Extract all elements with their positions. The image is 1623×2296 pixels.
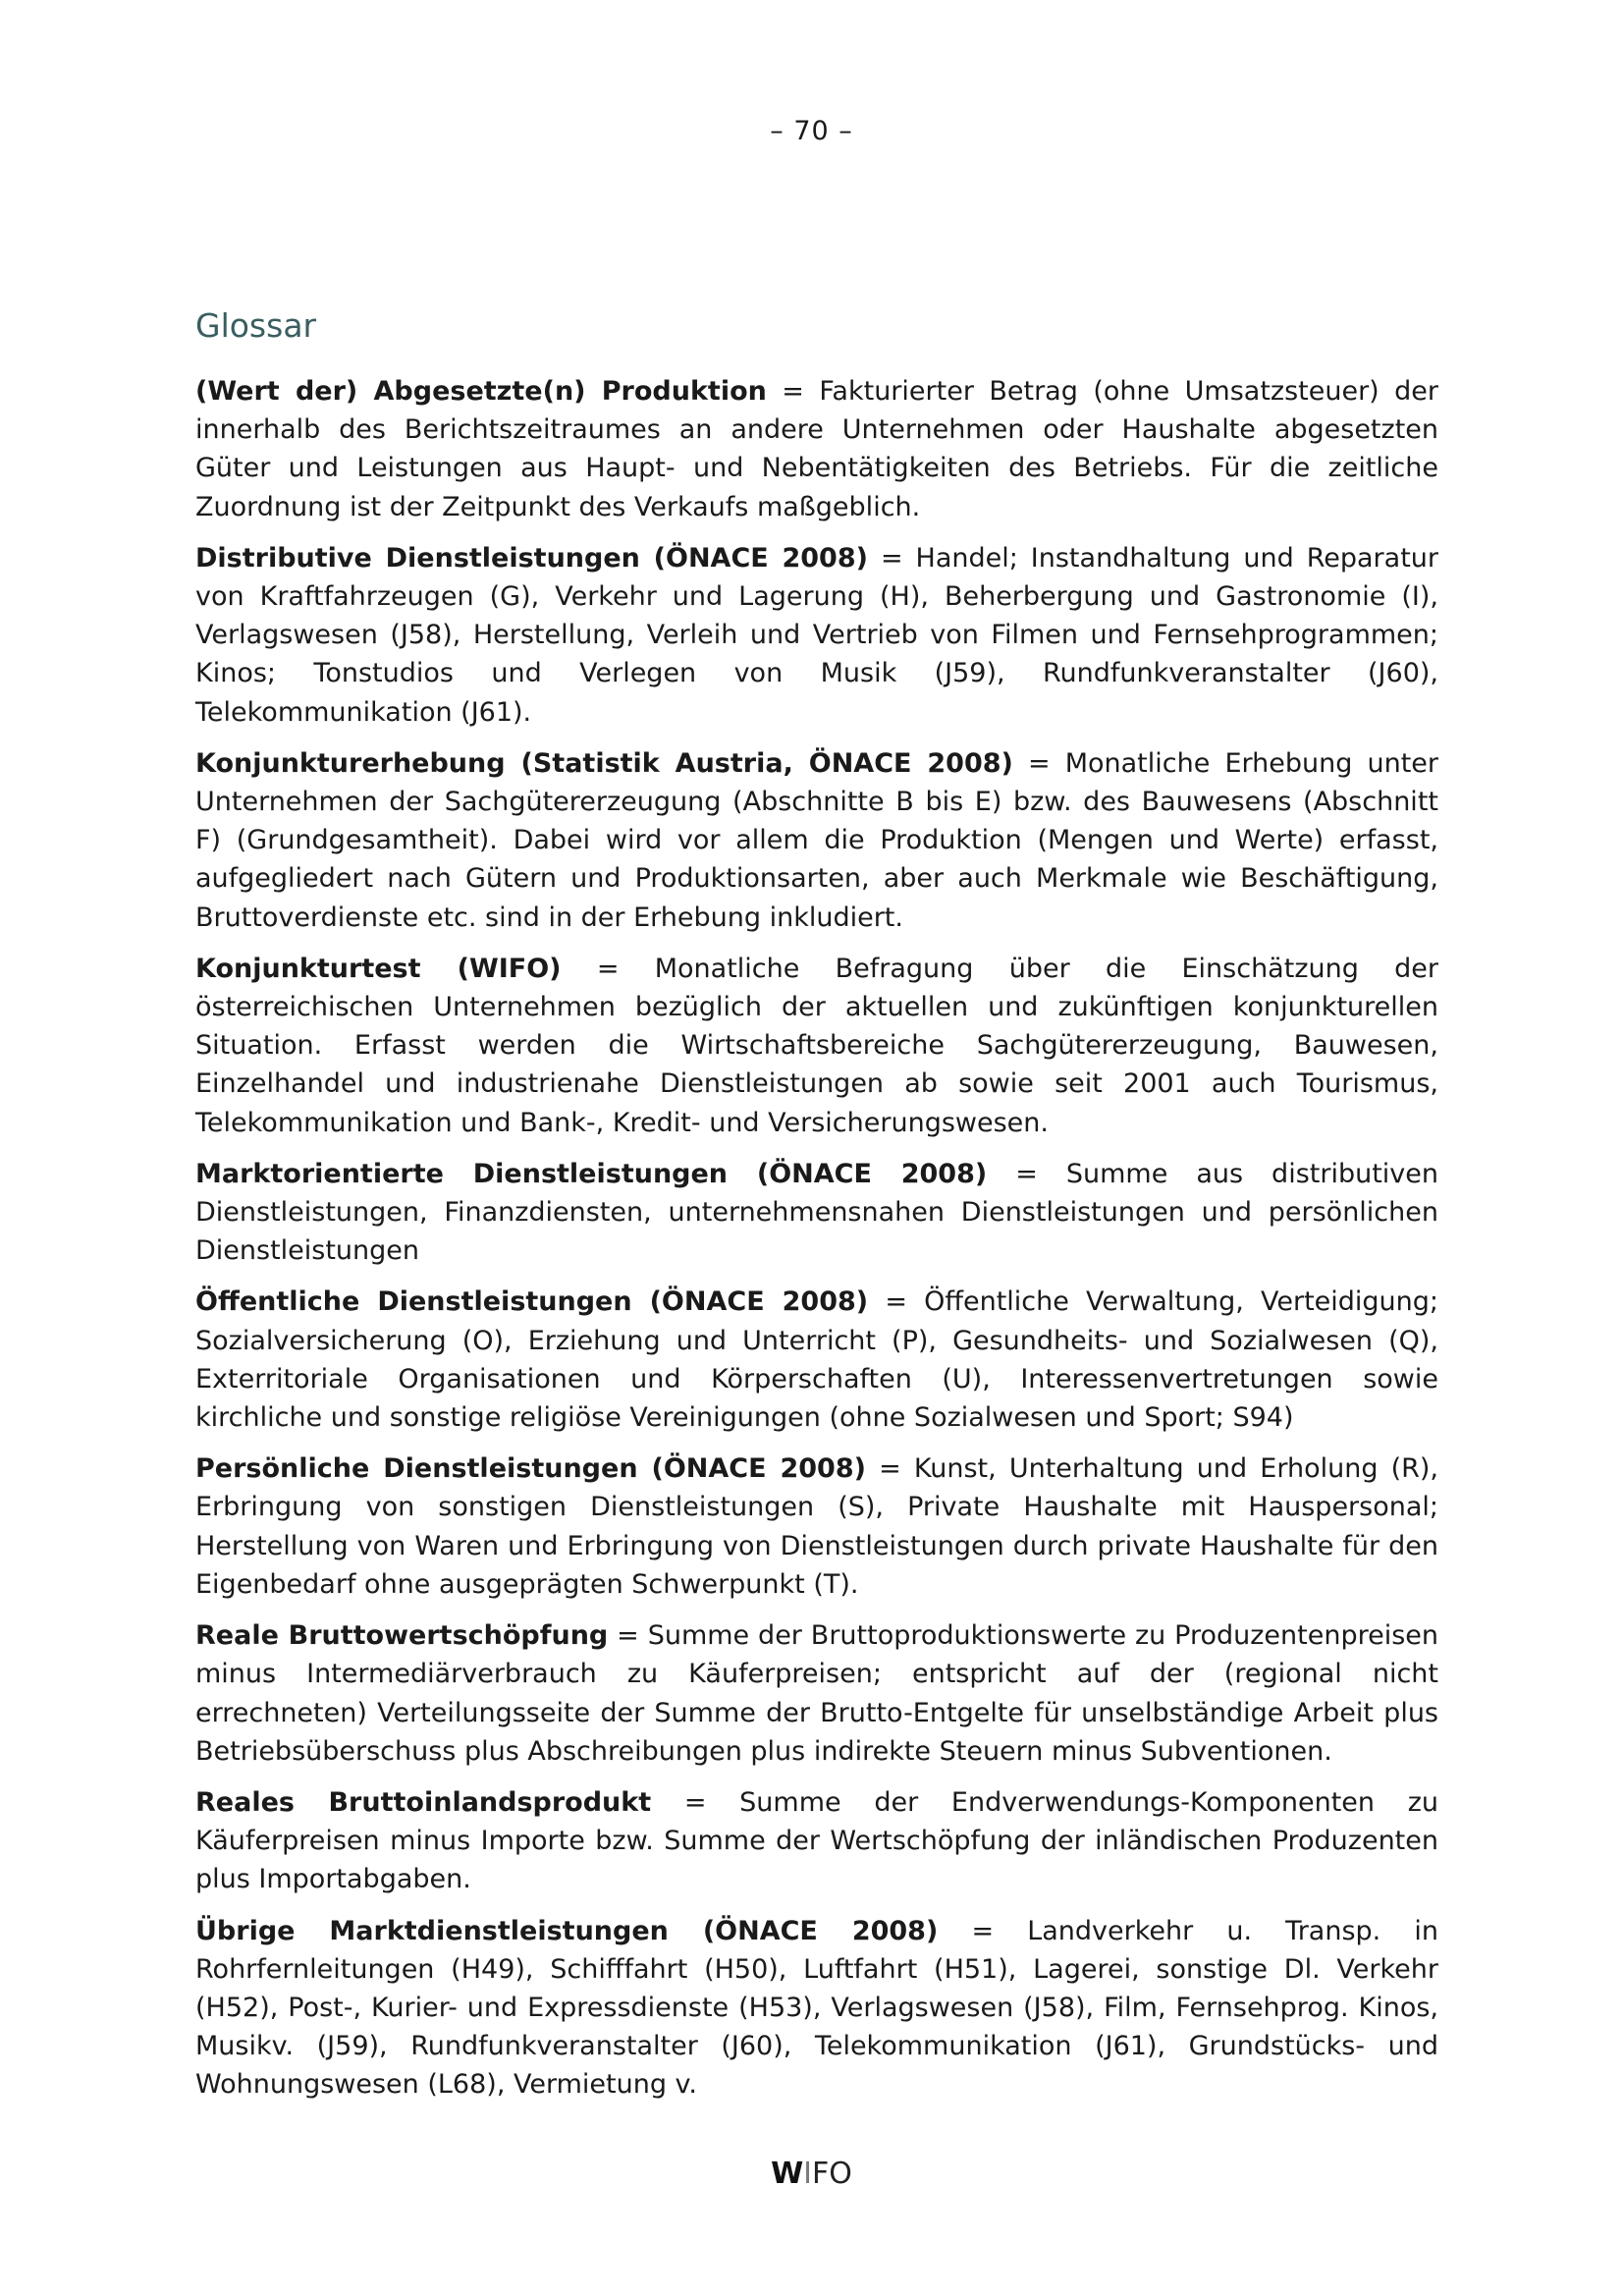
glossary-term: Marktorientierte Dienstleistungen (ÖNACE 2008) bbox=[195, 1158, 988, 1189]
glossary-term: Reale Bruttowertschöpfung bbox=[195, 1620, 609, 1652]
glossary-term: Konjunkturerhebung (Statistik Austria, ÖNACE 2008) bbox=[195, 747, 1013, 779]
glossary-definition: = Kunst, Unterhaltung und Erholung (R), Erbringung von sonstigen Dienstleistungen (S), Private Haushalte mit Hauspersonal; Herstellung von Waren und Erbringung von Dienstleistungen durch private Haushalte für den Eigenbedarf ohne ausgeprägten Schwerpunkt (T). bbox=[195, 1453, 1438, 1600]
glossary-entry bbox=[195, 1616, 1438, 1771]
glossary-definition: = Summe aus distributiven Dienstleistungen, Finanzdiensten, unternehmensnahen Dienstleistungen und persönlichen Dienstleistungen bbox=[195, 1158, 1438, 1267]
glossary-entry bbox=[195, 1912, 1438, 2105]
glossary-definition: = Handel; Instandhaltung und Reparatur von Kraftfahrzeugen (G), Verkehr und Lagerung (H), Beherbergung und Gastronomie (I), Verlagswesen (J58), Herstellung, Verleih und Vertrieb von Filmen und Fernsehprogrammen; Kinos; Tonstudios und Verlegen von Musik (J59), Rundfunkveranstalter (J60), Telekommunikation (J61). bbox=[195, 542, 1438, 728]
glossary-term: Übrige Marktdienstleistungen (ÖNACE 2008) bbox=[195, 1915, 939, 1946]
glossary-term: Persönliche Dienstleistungen (ÖNACE 2008) bbox=[195, 1453, 866, 1485]
glossary-entry bbox=[195, 1155, 1438, 1271]
glossary-definition: = Landverkehr u. Transp. in Rohrfernleitungen (H49), Schifffahrt (H50), Luftfahrt (H51), Lagerei, sonstige Dl. Verkehr (H52), Post-, Kurier- und Expressdienste (H53), Verlagswesen (J58), Film, Fernsehprog. Kinos, Musikv. (J59), Rundfunkveranstalter (J60), Telekommunikation (J61), Grundstücks- und Wohnungswesen (L68), Vermietung v. bbox=[195, 1915, 1438, 2101]
glossary-entry bbox=[195, 1283, 1438, 1437]
glossary-entry bbox=[195, 372, 1438, 526]
page-number: – 70 – bbox=[770, 116, 853, 146]
glossary-entry bbox=[195, 1783, 1438, 1899]
glossary-definition: = Summe der Bruttoproduktionswerte zu Produzentenpreisen minus Intermediärverbrauch zu Käuferpreisen; entspricht auf der (regional nicht errechneten) Verteilungsseite der Summe der Brutto-Entgelte für unselbständige Arbeit plus Betriebsüberschuss plus Abschreibungen plus indirekte Steuern minus Subventionen. bbox=[195, 1620, 1438, 1767]
glossary-term: Reales Bruttoinlandsprodukt bbox=[195, 1786, 652, 1818]
glossary-term: Öffentliche Dienstleistungen (ÖNACE 2008) bbox=[195, 1286, 869, 1318]
logo-letter-i: I bbox=[803, 2157, 813, 2191]
glossary-entry bbox=[195, 744, 1438, 937]
wifo-logo bbox=[0, 2157, 1623, 2191]
glossary-term: Konjunkturtest (WIFO) bbox=[195, 953, 562, 984]
glossary-entry bbox=[195, 950, 1438, 1142]
glossary-term: (Wert der) Abgesetzte(n) Produktion bbox=[195, 376, 767, 407]
glossary-definition: = Monatliche Erhebung unter Unternehmen der Sachgütererzeugung (Abschnitte B bis E) bzw. des Bauwesens (Abschnitt F) (Grundgesamtheit). Dabei wird vor allem die Produktion (Mengen und Werte) erfasst, aufgegliedert nach Gütern und Produktionsarten, aber auch Merkmale wie Beschäftigung, Bruttoverdienste etc. sind in der Erhebung inkludiert. bbox=[195, 747, 1438, 933]
glossary-definition: = Fakturierter Betrag (ohne Umsatzsteuer) der innerhalb des Berichtszeitraumes an andere Unternehmen oder Haushalte abgesetzten Güter und Leistungen aus Haupt- und Nebentätigkeiten des Betriebs. Für die zeitliche Zuordnung ist der Zeitpunkt des Verkaufs maßgeblich. bbox=[195, 376, 1439, 522]
logo-letter-w: W bbox=[771, 2157, 804, 2191]
glossary-entry bbox=[195, 1449, 1438, 1604]
glossary-definition: = Öffentliche Verwaltung, Verteidigung; Sozialversicherung (O), Erziehung und Unterricht (P), Gesundheits- und Sozialwesen (Q), Exterritoriale Organisationen und Körperschaften (U), Interessenvertretungen sowie kirchliche und sonstige religiöse Vereinigungen (ohne Sozialwesen und Sport; S94) bbox=[195, 1286, 1439, 1434]
logo-letter-o: O bbox=[829, 2157, 852, 2191]
glossary-definition: = Summe der Endverwendungs-Komponenten zu Käuferpreisen minus Importe bzw. Summe der Wertschöpfung der inländischen Produzenten plus Importabgaben. bbox=[195, 1786, 1438, 1895]
section-title: Glossar bbox=[195, 306, 317, 345]
glossary-entry bbox=[195, 539, 1438, 732]
logo-letter-f: F bbox=[812, 2157, 830, 2191]
glossary-section bbox=[195, 306, 1438, 2117]
glossary-term: Distributive Dienstleistungen (ÖNACE 2008) bbox=[195, 542, 868, 574]
glossary-definition: = Monatliche Befragung über die Einschätzung der österreichischen Unternehmen bezüglich der aktuellen und zukünftigen konjunkturellen Situation. Erfasst werden die Wirtschaftsbereiche Sachgütererzeugung, Bauwesen, Einzelhandel und industrienahe Dienstleistungen ab sowie seit 2001 auch Tourismus, Telekommunikation und Bank-, Kredit- und Versicherungswesen. bbox=[195, 953, 1438, 1138]
